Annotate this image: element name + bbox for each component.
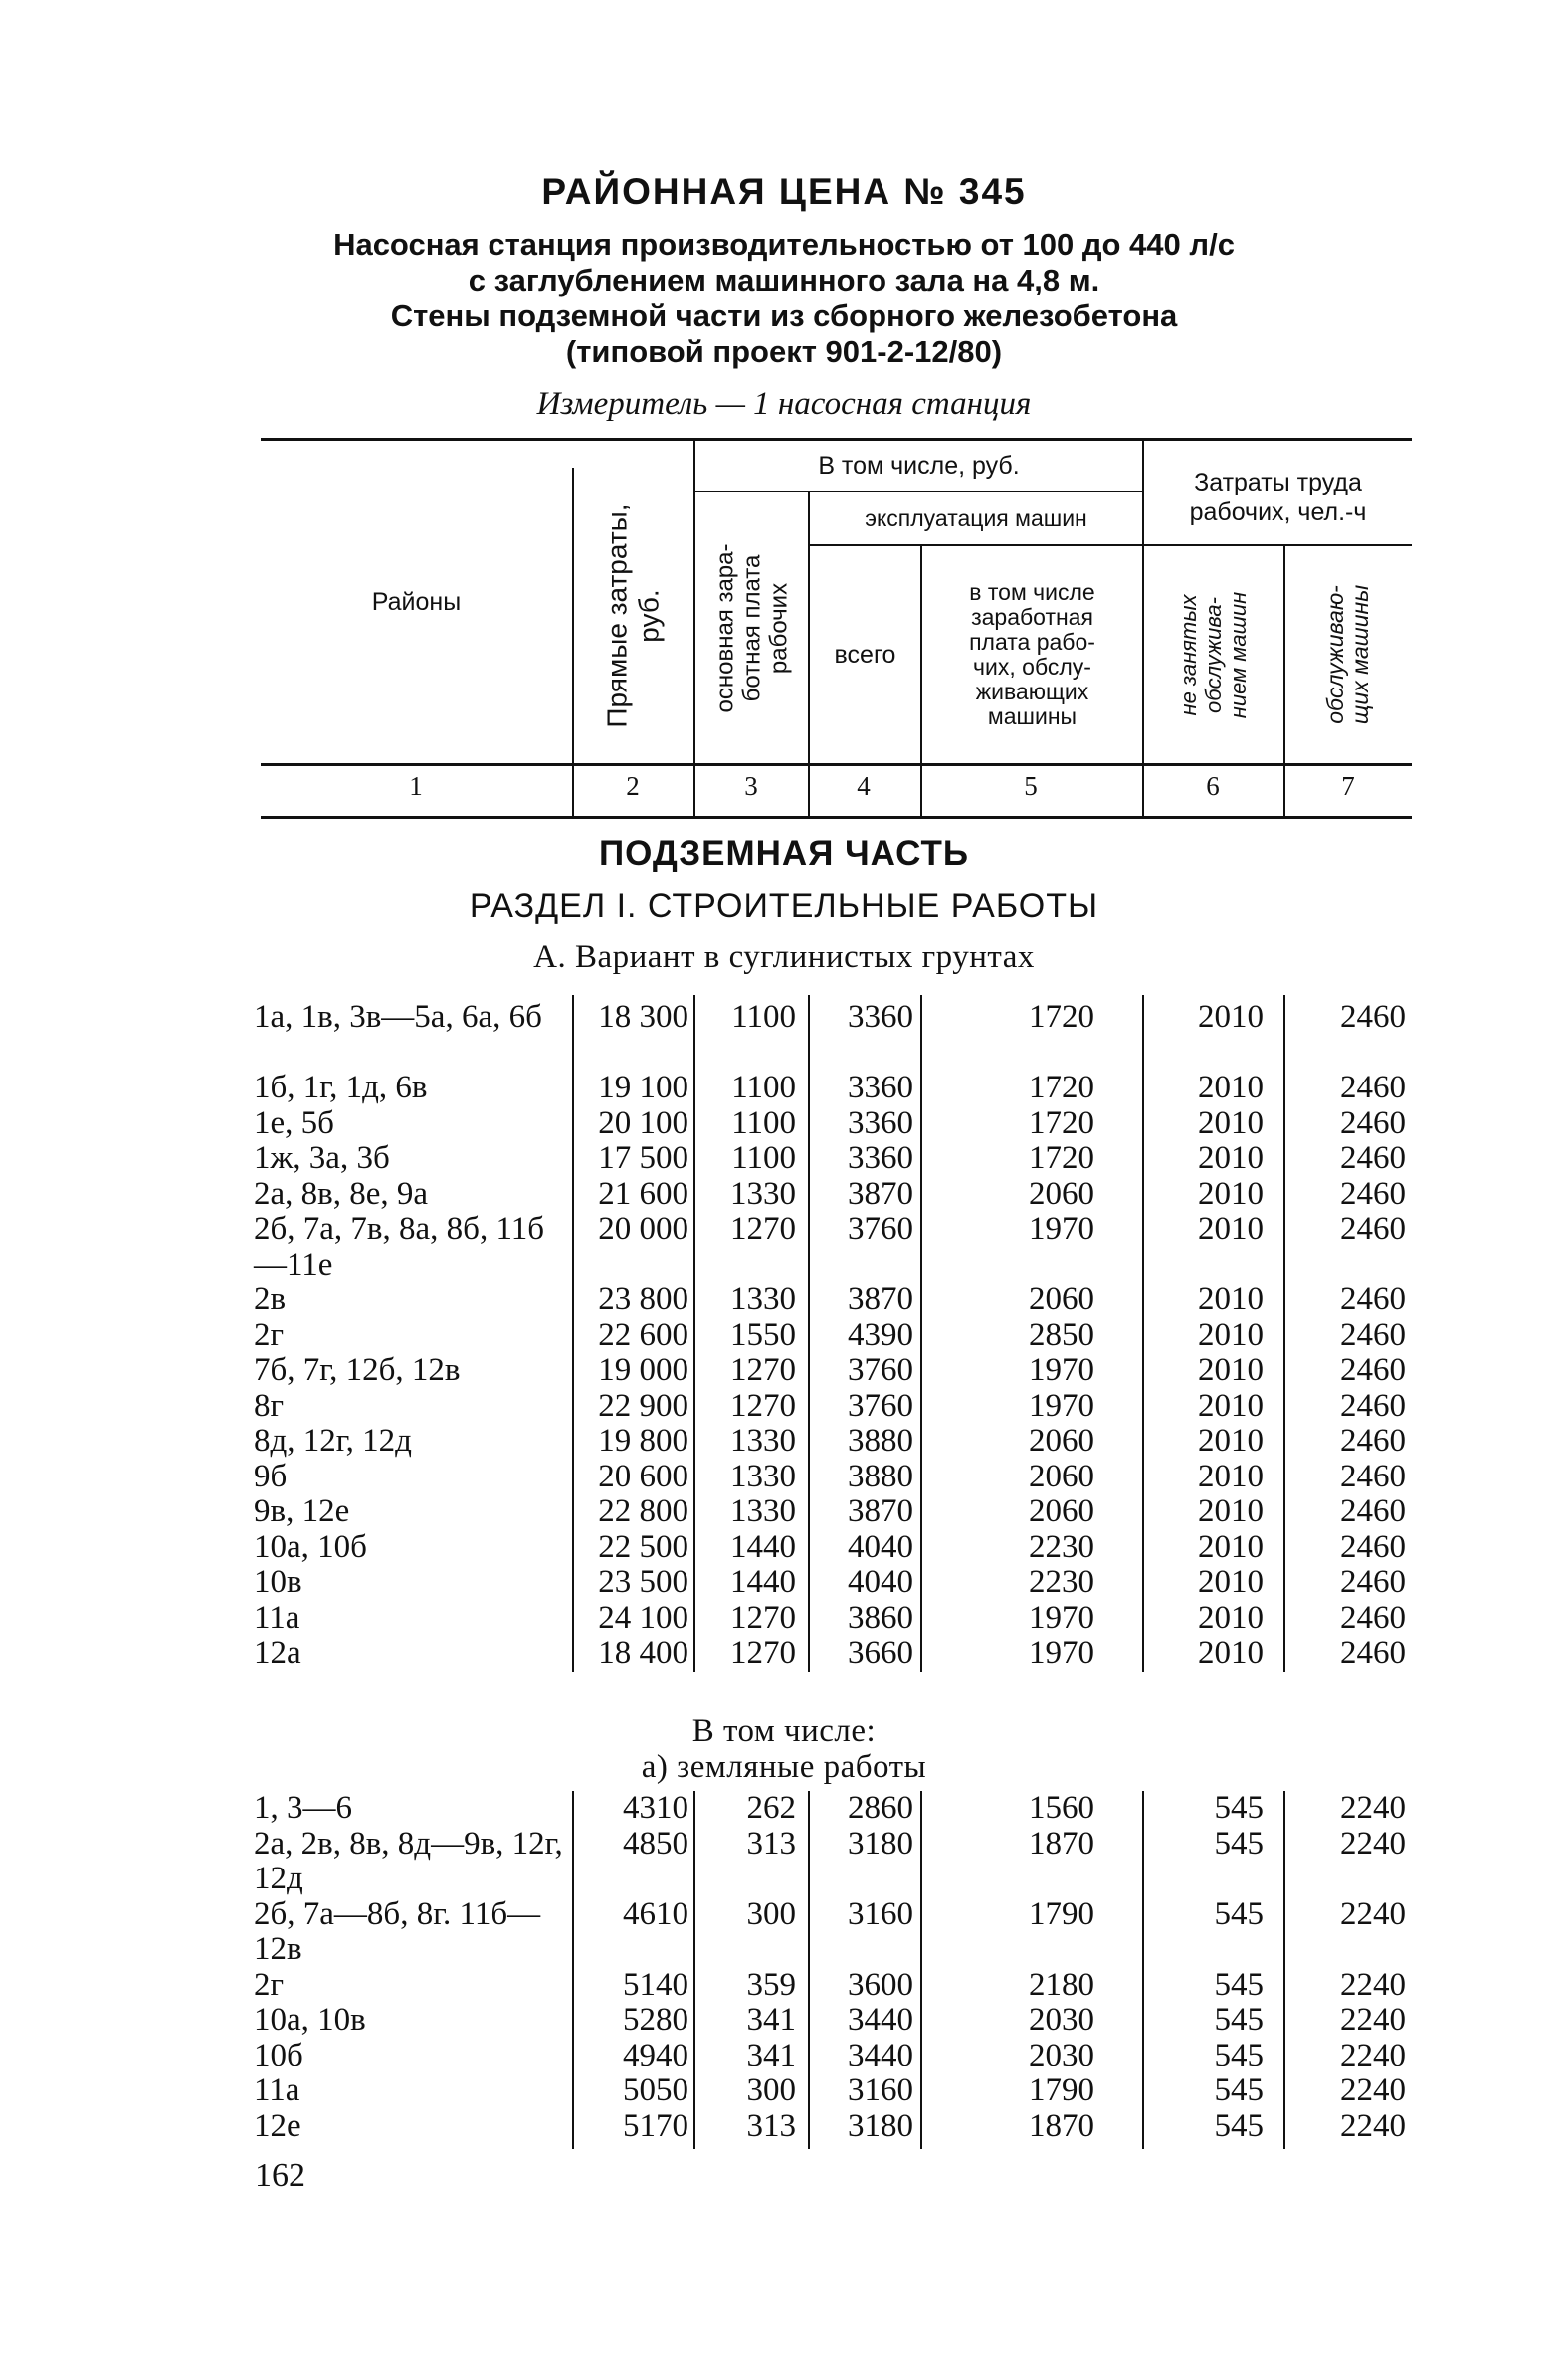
value-cell: 20 600 [598, 1458, 688, 1494]
value-cell: 2010 [1198, 1528, 1264, 1565]
value-cell: 20 000 [598, 1211, 688, 1247]
value-cell: 2460 [1340, 1104, 1406, 1141]
header-including: В том числе, руб. [818, 451, 1020, 480]
value-cell: 2010 [1198, 1387, 1264, 1424]
district-cell: 1, 3—6 [254, 1790, 352, 1826]
value-cell: 2060 [1029, 1493, 1094, 1529]
column-number: 4 [857, 771, 871, 801]
table-row [0, 1071, 1568, 1106]
value-cell: 2240 [1340, 2072, 1406, 2108]
header-labor: Затраты труда рабочих, чел.-ч [1189, 469, 1367, 526]
table-row [0, 1827, 1568, 1897]
value-cell: 1550 [730, 1316, 796, 1353]
value-cell: 2240 [1340, 2107, 1406, 2144]
header-machine-operation: эксплуатация машин [865, 504, 1087, 531]
value-cell: 3870 [848, 1281, 913, 1317]
value-cell: 1870 [1029, 2107, 1094, 2144]
value-cell: 17 500 [598, 1140, 688, 1176]
header-base-salary: основная зара- ботная плата рабочих [711, 542, 793, 713]
column-number: 1 [409, 771, 423, 801]
value-cell: 4940 [623, 2037, 688, 2073]
value-cell: 2010 [1198, 1564, 1264, 1600]
value-cell: 2460 [1340, 1281, 1406, 1317]
table-row [0, 1424, 1568, 1460]
value-cell: 3360 [848, 1140, 913, 1176]
value-cell: 2460 [1340, 1493, 1406, 1529]
value-cell: 2030 [1029, 2002, 1094, 2038]
value-cell: 262 [746, 1790, 796, 1826]
value-cell: 24 100 [598, 1599, 688, 1636]
value-cell: 359 [746, 1966, 796, 2003]
header-direct-costs: Прямые затраты, руб. [602, 502, 665, 728]
table-row [0, 1318, 1568, 1354]
value-cell: 3360 [848, 1070, 913, 1105]
value-cell: 2240 [1340, 1966, 1406, 2003]
value-cell: 5140 [623, 1966, 688, 2003]
table-row [0, 1212, 1568, 1282]
district-cell: 10а, 10в [254, 2002, 366, 2038]
value-cell: 3880 [848, 1423, 913, 1459]
table-row [0, 2003, 1568, 2039]
value-cell: 1270 [730, 1635, 796, 1671]
value-cell: 1330 [730, 1281, 796, 1317]
district-cell: 12а [254, 1635, 301, 1671]
value-cell: 1790 [1029, 1895, 1094, 1932]
table-row [0, 2109, 1568, 2145]
table-row [0, 1530, 1568, 1566]
value-cell: 2240 [1340, 1895, 1406, 1932]
value-cell: 1440 [730, 1564, 796, 1600]
value-cell: 1440 [730, 1528, 796, 1565]
value-cell: 545 [1214, 2037, 1264, 2073]
value-cell: 2010 [1198, 1316, 1264, 1353]
including-label: В том числе: [691, 1713, 877, 1749]
header-not-servicing: не занятых обслужива- нием машин [1176, 591, 1252, 718]
value-cell: 3760 [848, 1387, 913, 1424]
header-total: всего [834, 640, 896, 669]
variant-title: А. Вариант в суглинистых грунтах [533, 939, 1035, 975]
value-cell: 545 [1214, 1966, 1264, 2003]
value-cell: 1970 [1029, 1211, 1094, 1247]
value-cell: 2460 [1340, 1635, 1406, 1671]
value-cell: 22 600 [598, 1316, 688, 1353]
value-cell: 545 [1214, 2107, 1264, 2144]
value-cell: 2460 [1340, 1316, 1406, 1353]
district-cell: 8г [254, 1387, 285, 1424]
district-cell: 10в [254, 1564, 302, 1600]
value-cell: 1100 [731, 999, 796, 1035]
value-cell: 19 800 [598, 1423, 688, 1459]
table-row [0, 1494, 1568, 1530]
value-cell: 300 [746, 2072, 796, 2108]
value-cell: 1970 [1029, 1599, 1094, 1636]
table-row [0, 1968, 1568, 2004]
value-cell: 313 [746, 2107, 796, 2144]
value-cell: 2240 [1340, 1790, 1406, 1826]
value-cell: 3440 [848, 2002, 913, 2038]
district-cell: 7б, 7г, 12б, 12в [254, 1352, 461, 1388]
value-cell: 1330 [730, 1458, 796, 1494]
header-districts: Районы [371, 587, 462, 616]
value-cell: 1720 [1029, 1104, 1094, 1141]
value-cell: 5170 [623, 2107, 688, 2144]
value-cell: 2010 [1198, 1281, 1264, 1317]
district-cell: 11а [254, 2072, 300, 2108]
value-cell: 1270 [730, 1352, 796, 1388]
value-cell: 300 [746, 1895, 796, 1932]
table-row [0, 1177, 1568, 1213]
value-cell: 3870 [848, 1175, 913, 1212]
value-cell: 23 800 [598, 1281, 688, 1317]
value-cell: 2460 [1340, 1070, 1406, 1105]
value-cell: 2180 [1029, 1966, 1094, 2003]
table-row [0, 1000, 1568, 1071]
value-cell: 2010 [1198, 1140, 1264, 1176]
table-row [0, 1897, 1568, 1968]
value-cell: 23 500 [598, 1564, 688, 1600]
value-cell: 2010 [1198, 1635, 1264, 1671]
subtitle-line: Насосная станция производительностью от 100 до 440 л/с [333, 227, 1235, 262]
value-cell: 22 500 [598, 1528, 688, 1565]
value-cell: 4390 [848, 1316, 913, 1353]
subtitle-line: (типовой проект 901-2-12/80) [565, 334, 1003, 369]
value-cell: 2460 [1340, 1564, 1406, 1600]
value-cell: 341 [746, 2037, 796, 2073]
value-cell: 3160 [848, 1895, 913, 1932]
section-part-title: ПОДЗЕМНАЯ ЧАСТЬ [598, 834, 970, 873]
colnum-bottom-rule [261, 816, 1412, 819]
value-cell: 2460 [1340, 1140, 1406, 1176]
value-cell: 21 600 [598, 1175, 688, 1212]
value-cell: 1720 [1029, 999, 1094, 1035]
value-cell: 3440 [848, 2037, 913, 2073]
value-cell: 2010 [1198, 1104, 1264, 1141]
value-cell: 3600 [848, 1966, 913, 2003]
district-cell: 2б, 7а, 7в, 8а, 8б, 11б—11е [254, 1211, 545, 1282]
value-cell: 3360 [848, 1104, 913, 1141]
value-cell: 1100 [731, 1104, 796, 1141]
table-variant-a [0, 1000, 1568, 1672]
table-row [0, 1282, 1568, 1318]
column-number: 5 [1024, 771, 1038, 801]
value-cell: 1270 [730, 1599, 796, 1636]
value-cell: 2010 [1198, 1175, 1264, 1212]
district-cell: 2а, 8в, 8е, 9а [254, 1175, 429, 1212]
value-cell: 1720 [1029, 1140, 1094, 1176]
value-cell: 3180 [848, 2107, 913, 2144]
value-cell: 22 800 [598, 1493, 688, 1529]
value-cell: 2230 [1029, 1528, 1094, 1565]
column-number: 2 [626, 771, 640, 801]
value-cell: 3760 [848, 1211, 913, 1247]
value-cell: 2240 [1340, 2002, 1406, 2038]
table-row [0, 1565, 1568, 1601]
value-cell: 2460 [1340, 999, 1406, 1035]
value-cell: 22 900 [598, 1387, 688, 1424]
table-row [0, 1141, 1568, 1177]
section-razdel-title: РАЗДЕЛ I. СТРОИТЕЛЬНЫЕ РАБОТЫ [469, 887, 1099, 925]
value-cell: 4850 [623, 1825, 688, 1862]
value-cell: 2010 [1198, 1352, 1264, 1388]
value-cell: 2460 [1340, 1458, 1406, 1494]
value-cell: 1330 [730, 1493, 796, 1529]
value-cell: 1870 [1029, 1825, 1094, 1862]
measure-unit: Измеритель — 1 насосная станция [536, 386, 1032, 422]
value-cell: 18 300 [598, 999, 688, 1035]
value-cell: 2460 [1340, 1387, 1406, 1424]
value-cell: 545 [1214, 1790, 1264, 1826]
district-cell: 2б, 7а—8б, 8г. 11б—12в [254, 1895, 541, 1967]
value-cell: 2010 [1198, 1458, 1264, 1494]
district-cell: 9в, 12е [254, 1493, 350, 1529]
district-cell: 2а, 2в, 8в, 8д—9в, 12г, 12д [254, 1825, 563, 1896]
district-cell: 1ж, 3а, 3б [254, 1140, 390, 1176]
value-cell: 2460 [1340, 1175, 1406, 1212]
earthworks-label: а) земляные работы [641, 1749, 927, 1785]
district-cell: 2г [254, 1966, 285, 2003]
value-cell: 2010 [1198, 1599, 1264, 1636]
value-cell: 1100 [731, 1070, 796, 1105]
value-cell: 20 100 [598, 1104, 688, 1141]
page-title: РАЙОННАЯ ЦЕНА № 345 [541, 171, 1027, 212]
district-cell: 1а, 1в, 3в—5а, 6а, 6б [254, 999, 542, 1035]
value-cell: 19 100 [598, 1070, 688, 1105]
district-cell: 1е, 5б [254, 1104, 334, 1141]
value-cell: 1100 [731, 1140, 796, 1176]
value-cell: 1330 [730, 1175, 796, 1212]
value-cell: 3880 [848, 1458, 913, 1494]
value-cell: 1330 [730, 1423, 796, 1459]
value-cell: 3870 [848, 1493, 913, 1529]
page-number: 162 [255, 2157, 305, 2194]
district-cell: 11а [254, 1599, 300, 1636]
subtitle-line: Стены подземной части из сборного железобетона [390, 298, 1178, 333]
district-cell: 12е [254, 2107, 301, 2144]
value-cell: 2860 [848, 1790, 913, 1826]
value-cell: 2010 [1198, 1423, 1264, 1459]
value-cell: 3160 [848, 2072, 913, 2108]
column-number: 3 [744, 771, 758, 801]
table-row [0, 1106, 1568, 1142]
value-cell: 3360 [848, 999, 913, 1035]
table-row [0, 1460, 1568, 1495]
value-cell: 2240 [1340, 2037, 1406, 2073]
value-cell: 545 [1214, 2002, 1264, 2038]
value-cell: 18 400 [598, 1635, 688, 1671]
value-cell: 4610 [623, 1895, 688, 1932]
value-cell: 1970 [1029, 1635, 1094, 1671]
value-cell: 2030 [1029, 2037, 1094, 2073]
value-cell: 3180 [848, 1825, 913, 1862]
value-cell: 2230 [1029, 1564, 1094, 1600]
value-cell: 2240 [1340, 1825, 1406, 1862]
value-cell: 2060 [1029, 1423, 1094, 1459]
value-cell: 3860 [848, 1599, 913, 1636]
value-cell: 2460 [1340, 1211, 1406, 1247]
value-cell: 1270 [730, 1387, 796, 1424]
table-row [0, 1636, 1568, 1672]
value-cell: 2460 [1340, 1528, 1406, 1565]
value-cell: 2010 [1198, 1070, 1264, 1105]
district-cell: 2г [254, 1316, 285, 1353]
table-row [0, 2039, 1568, 2074]
subtitle-line: с заглублением машинного зала на 4,8 м. [468, 263, 1100, 297]
table-earthworks [0, 1791, 1568, 2144]
table-row [0, 1601, 1568, 1637]
value-cell: 545 [1214, 2072, 1264, 2108]
value-cell: 2060 [1029, 1281, 1094, 1317]
value-cell: 1560 [1029, 1790, 1094, 1826]
value-cell: 313 [746, 1825, 796, 1862]
value-cell: 545 [1214, 1895, 1264, 1932]
value-cell: 2010 [1198, 1493, 1264, 1529]
value-cell: 1970 [1029, 1352, 1094, 1388]
district-cell: 8д, 12г, 12д [254, 1423, 412, 1459]
value-cell: 341 [746, 2002, 796, 2038]
value-cell: 3760 [848, 1352, 913, 1388]
district-cell: 9б [254, 1458, 288, 1494]
value-cell: 2010 [1198, 1211, 1264, 1247]
district-cell: 10а, 10б [254, 1528, 367, 1565]
value-cell: 2850 [1029, 1316, 1094, 1353]
value-cell: 1970 [1029, 1387, 1094, 1424]
value-cell: 2460 [1340, 1352, 1406, 1388]
value-cell: 2460 [1340, 1599, 1406, 1636]
value-cell: 2060 [1029, 1175, 1094, 1212]
table-row [0, 1389, 1568, 1425]
value-cell: 1790 [1029, 2072, 1094, 2108]
value-cell: 2060 [1029, 1458, 1094, 1494]
table-row [0, 2073, 1568, 2109]
value-cell: 4040 [848, 1564, 913, 1600]
value-cell: 5280 [623, 2002, 688, 2038]
header-servicing: обслуживаю- щих машины [1322, 584, 1374, 725]
district-cell: 2в [254, 1281, 287, 1317]
district-cell: 1б, 1г, 1д, 6в [254, 1070, 428, 1105]
value-cell: 5050 [623, 2072, 688, 2108]
value-cell: 4310 [623, 1790, 688, 1826]
column-number: 6 [1206, 771, 1220, 801]
value-cell: 2010 [1198, 999, 1264, 1035]
value-cell: 1720 [1029, 1070, 1094, 1105]
value-cell: 4040 [848, 1528, 913, 1565]
value-cell: 545 [1214, 1825, 1264, 1862]
value-cell: 3660 [848, 1635, 913, 1671]
header-bottom-rule [261, 763, 1412, 766]
value-cell: 19 000 [598, 1352, 688, 1388]
value-cell: 2460 [1340, 1423, 1406, 1459]
table-row [0, 1791, 1568, 1827]
column-number: 7 [1341, 771, 1355, 801]
district-cell: 10б [254, 2037, 303, 2073]
value-cell: 1270 [730, 1211, 796, 1247]
table-row [0, 1353, 1568, 1389]
header-machine-salary: в том числе заработная плата рабо- чих, обслу- живающих машины [969, 579, 1095, 729]
